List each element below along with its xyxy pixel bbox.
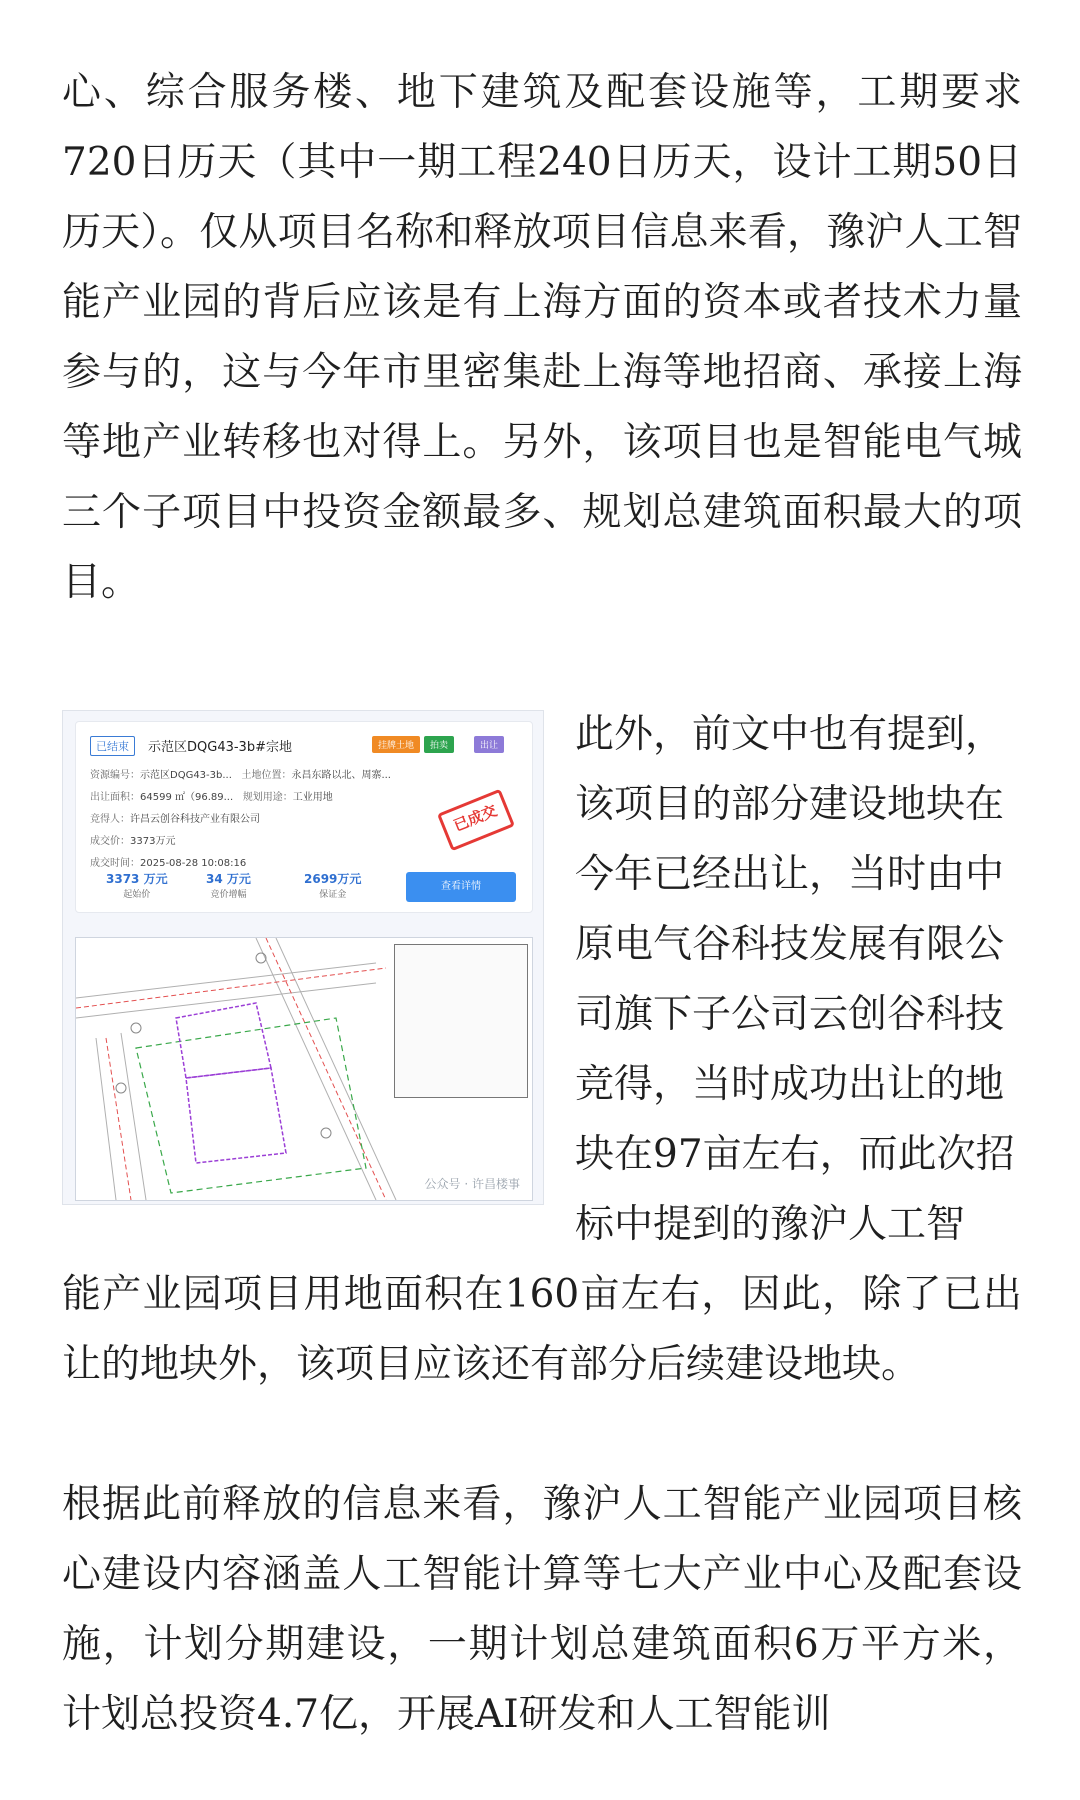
tag-listing: 挂牌土地 <box>372 736 420 753</box>
view-details-button[interactable]: 查看详情 <box>406 872 516 902</box>
paragraph-3: 根据此前释放的信息来看，豫沪人工智能产业园项目核心建设内容涵盖人工智能计算等七大产业中心及配套设施，计划分期建设，一期计划总建筑面积6万平方米，计划总投资4.7亿，开展AI研发和人工智能训 <box>62 1482 1022 1737</box>
paragraph-2-continued: 能产业园项目用地面积在160亩左右，因此，除了已出让的地块外，该项目应该还有部分后续建设地块。 <box>62 1272 1022 1387</box>
deal-stamp: 已成交 <box>437 789 515 852</box>
land-auction-figure <box>62 710 544 1205</box>
paragraph-2-side: 此外，前文中也有提到，该项目的部分建设地块在今年已经出让，当时由中原电气谷科技发展有限公司旗下子公司云创谷科技竞得，当时成功出让的地块在97亩左右，而此次招标中提到的豫沪人工智 <box>575 712 1015 1247</box>
row-bidder: 竞得人：许昌云创谷科技产业有限公司 <box>90 814 260 825</box>
status-badge: 已结束 <box>90 736 135 756</box>
row-area-use: 出让面积：64599 ㎡（96.89... 规划用途：工业用地 <box>90 792 333 803</box>
metric-deposit: 2699万元 保证金 <box>304 872 362 900</box>
row-time: 成交时间：2025-08-28 10:08:16 <box>90 858 247 869</box>
figure-with-text <box>62 700 1022 1260</box>
parcel-title: 示范区DQG43-3b#宗地 <box>148 740 292 755</box>
row-price: 成交价：3373万元 <box>90 836 176 847</box>
tag-auction: 拍卖 <box>424 736 454 753</box>
tag-transfer: 出让 <box>474 736 504 753</box>
watermark: 公众号 · 许昌楼事 <box>424 1177 520 1191</box>
auction-card <box>75 721 533 913</box>
map-legend-table <box>394 944 528 1098</box>
metric-start-price: 3373 万元 起始价 <box>106 872 168 900</box>
row-code-location: 资源编号：示范区DQG43-3b... 土地位置：永昌东路以北、周寨... <box>90 770 391 781</box>
article-body <box>62 58 1022 1750</box>
parcel-map <box>75 937 533 1201</box>
paragraph-1: 心、综合服务楼、地下建筑及配套设施等，工期要求720日历天（其中一期工程240日历天，设计工期50日历天）。仅从项目名称和释放项目信息来看，豫沪人工智能产业园的背后应该是有上海方面的资本或者技术力量参与的，这与今年市里密集赴上海等地招商、承接上海等地产业转移也对得上。另外，该项目也是智能电气城三个子项目中投资金额最多、规划总建筑面积最大的项目。 <box>62 70 1022 605</box>
metric-bid-increment: 34 万元 竞价增幅 <box>206 872 251 900</box>
